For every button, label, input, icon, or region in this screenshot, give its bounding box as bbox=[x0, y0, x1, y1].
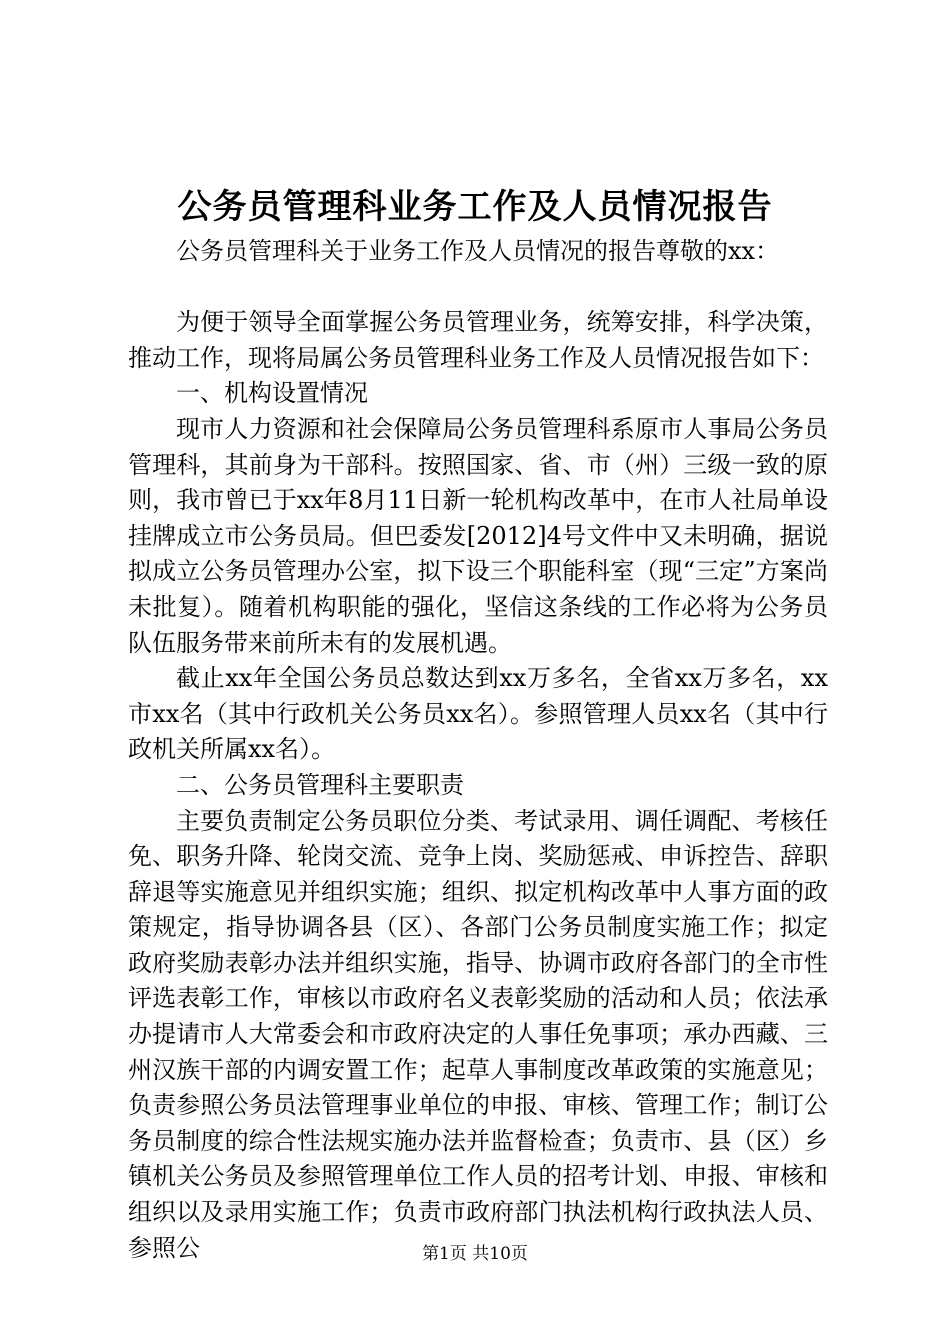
section-heading-1: 一、机构设置情况 bbox=[176, 379, 368, 408]
document-title: 公务员管理科业务工作及人员情况报告 bbox=[177, 187, 773, 227]
section-1-paragraph-2: 截止xx年全国公务员总数达到xx万多名，全省xx万多名，xx市xx名（其中行政机关公务员xx名）。参照管理人员xx名（其中行政机关所属xx名）。 bbox=[128, 664, 828, 764]
section-heading-2: 二、公务员管理科主要职责 bbox=[176, 770, 464, 799]
intro-paragraph: 为便于领导全面掌握公务员管理业务，统筹安排，科学决策，推动工作，现将局属公务员管理科业务工作及人员情况报告如下： bbox=[128, 308, 828, 372]
section-2-paragraph-1: 主要负责制定公务员职位分类、考试录用、调任调配、考核任免、职务升降、轮岗交流、竞争上岗、奖励惩戒、申诉控告、辞职辞退等实施意见并组织实施；组织、拟定机构改革中人事方面的政策规定，指导协调各县（区）、各部门公务员制度实施工作；拟定政府奖励表彰办法并组织实施，指导、协调市政府各部门的全市性评选表彰工作，审核以市政府名义表彰奖励的活动和人员；依法承办提请市人大常委会和市政府决定的人事任免事项；承办西藏、三州汉族干部的内调安置工作；起草人事制度改革政策的实施意见；负责参照公务员法管理事业单位的申报、审核、管理工作；制订公务员制度的综合性法规实施办法并监督检查；负责市、县（区）乡镇机关公务员及参照管理单位工作人员的招考计划、申报、审核和组织以及录用实施工作；负责市政府部门执法机构行政执法人员、参照公 bbox=[128, 806, 828, 1262]
salutation-paragraph: 公务员管理科关于业务工作及人员情况的报告尊敬的xx： bbox=[176, 237, 780, 265]
blank-line bbox=[128, 270, 828, 306]
section-1-paragraph-1: 现市人力资源和社会保障局公务员管理科系原市人事局公务员管理科，其前身为干部科。按照国家、省、市（州）三级一致的原则，我市曾已于xx年8月11日新一轮机构改革中，在市人社局单设挂牌成立市公务员局。但巴委发[2012]4号文件中又未明确，据说拟成立公务员管理办公室，拟下设三个职能科室（现“三定”方案尚未批复）。随着机构职能的强化，坚信这条线的工作必将为公务员队伍服务带来前所未有的发展机遇。 bbox=[128, 414, 828, 657]
page-footer: 第1页 共10页 bbox=[422, 1244, 528, 1264]
document-body bbox=[128, 234, 828, 1266]
